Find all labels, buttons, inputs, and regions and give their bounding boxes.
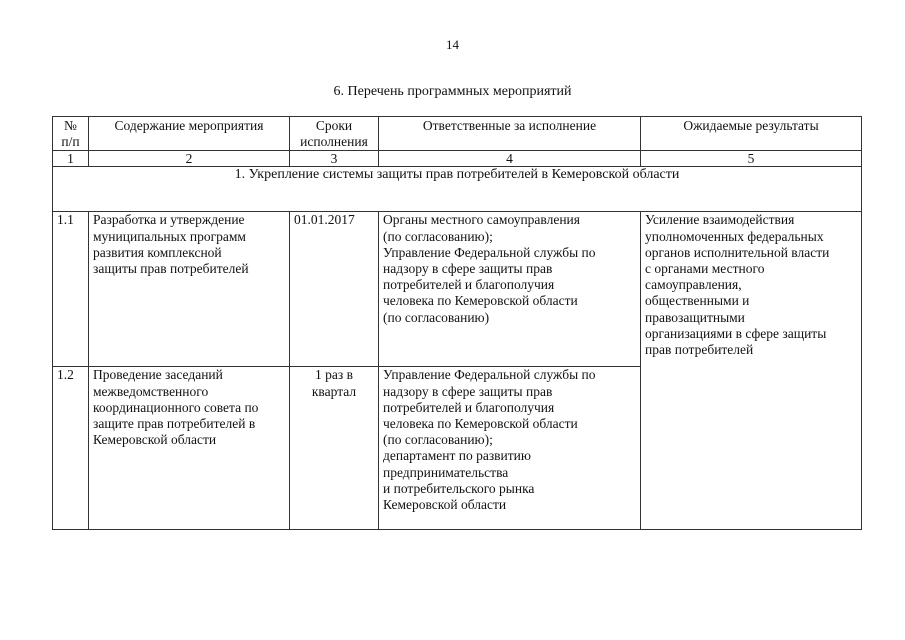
column-number: 5 bbox=[641, 151, 862, 167]
text-line: Усиление взаимодействия bbox=[645, 212, 795, 228]
event-content bbox=[89, 367, 290, 530]
header-responsible bbox=[379, 117, 641, 151]
section-title: 6. Перечень программных мероприятий bbox=[333, 84, 572, 99]
text-line: защите прав потребителей в bbox=[93, 416, 256, 432]
text-line: человека по Кемеровской области bbox=[383, 293, 578, 309]
text-line: общественными и bbox=[645, 293, 750, 309]
header-line: п/п bbox=[61, 134, 80, 150]
header-row bbox=[53, 117, 862, 151]
event-deadline bbox=[290, 212, 379, 367]
header-line: Ответственные за исполнение bbox=[422, 118, 597, 133]
text-line: надзору в сфере защиты прав bbox=[383, 383, 553, 399]
text-line: Кемеровской области bbox=[383, 497, 507, 513]
text-line: и потребительского рынка bbox=[383, 480, 535, 496]
text-line: муниципальных программ bbox=[93, 228, 246, 244]
header-line: исполнения bbox=[300, 134, 368, 150]
text-line: защиты прав потребителей bbox=[93, 261, 249, 277]
header-line: Ожидаемые результаты bbox=[683, 118, 819, 133]
expected-results bbox=[641, 212, 862, 530]
section-heading: 1. Укрепление системы защиты прав потребителей в Кемеровской области bbox=[53, 167, 862, 212]
text-line: развития комплексной bbox=[93, 244, 222, 260]
page-number: 14 bbox=[446, 37, 459, 52]
text-line: (по согласованию); bbox=[383, 228, 493, 244]
text-line: с органами местного bbox=[645, 261, 765, 277]
text-line: Кемеровской области bbox=[93, 432, 217, 448]
text-line: Органы местного самоуправления bbox=[383, 212, 580, 228]
header-content bbox=[89, 117, 290, 151]
column-number: 4 bbox=[379, 151, 641, 167]
text-line: органов исполнительной власти bbox=[645, 244, 830, 260]
column-number-row bbox=[53, 151, 862, 167]
text-line: Управление Федеральной службы по bbox=[383, 244, 596, 260]
row-number: 1.2 bbox=[53, 367, 89, 530]
event-deadline bbox=[290, 367, 379, 530]
text-line: самоуправления, bbox=[645, 277, 742, 293]
text-line: правозащитными bbox=[645, 309, 745, 325]
text-line: департамент по развитию bbox=[383, 448, 531, 464]
column-number: 2 bbox=[89, 151, 290, 167]
column-number: 3 bbox=[290, 151, 379, 167]
text-line: потребителей и благополучия bbox=[383, 399, 555, 415]
section-heading-row bbox=[53, 167, 862, 212]
text-line: организациями в сфере защиты bbox=[645, 325, 827, 341]
event-responsible bbox=[379, 367, 641, 530]
program-events-table bbox=[52, 116, 862, 530]
header-line: Содержание мероприятия bbox=[114, 118, 264, 133]
text-line: потребителей и благополучия bbox=[383, 277, 555, 293]
text-line: 01.01.2017 bbox=[294, 212, 355, 228]
text-line: межведомственного bbox=[93, 383, 209, 399]
event-content bbox=[89, 212, 290, 367]
header-line: Сроки bbox=[315, 118, 353, 133]
text-line: Управление Федеральной службы по bbox=[383, 367, 596, 383]
header-results bbox=[641, 117, 862, 151]
text-line: Разработка и утверждение bbox=[93, 212, 245, 228]
header-number bbox=[53, 117, 89, 151]
text-line: квартал bbox=[311, 383, 357, 399]
text-line: прав потребителей bbox=[645, 342, 754, 358]
text-line: (по согласованию) bbox=[383, 309, 490, 325]
text-line: надзору в сфере защиты прав bbox=[383, 261, 553, 277]
event-responsible bbox=[379, 212, 641, 367]
text-line: уполномоченных федеральных bbox=[645, 228, 824, 244]
text-line: предпринимательства bbox=[383, 464, 509, 480]
header-deadline bbox=[290, 117, 379, 151]
text-line: Проведение заседаний bbox=[93, 367, 223, 383]
header-line: № bbox=[64, 118, 77, 133]
text-line: 1 раз в bbox=[315, 367, 353, 383]
column-number: 1 bbox=[53, 151, 89, 167]
row-number: 1.1 bbox=[53, 212, 89, 367]
text-line: координационного совета по bbox=[93, 399, 259, 415]
table-row bbox=[53, 212, 862, 367]
text-line: человека по Кемеровской области bbox=[383, 416, 578, 432]
text-line: (по согласованию); bbox=[383, 432, 493, 448]
